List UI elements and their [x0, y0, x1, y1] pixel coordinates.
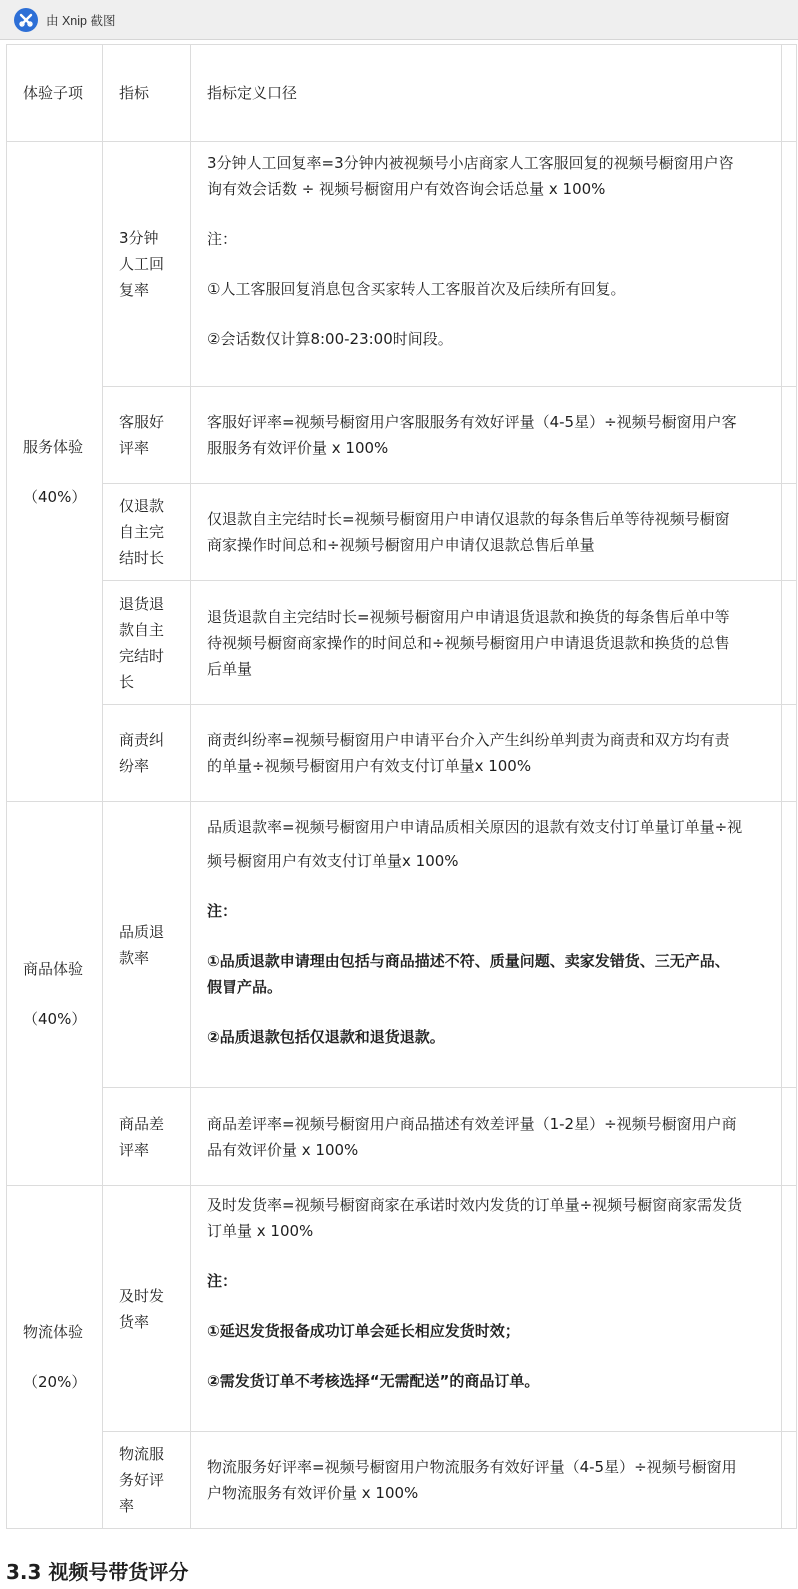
definition-text: ①人工客服回复消息包含买家转人工客服首次及后续所有回复。: [207, 280, 626, 298]
definition-text: 订单量 x 100%: [207, 1222, 314, 1240]
definition-text: 的单量÷视频号橱窗用户有效支付订单量x 100%: [207, 757, 532, 775]
indicator-text: 3分钟: [119, 229, 159, 247]
table-extra-column: [782, 705, 797, 802]
indicator-cell: [103, 802, 191, 1088]
definition-cell: [191, 802, 782, 1088]
indicator-text: 自主完: [119, 523, 165, 541]
indicator-text: 务好评: [119, 1471, 165, 1489]
title-bar-text: 由 Xnip 截图: [46, 13, 116, 28]
indicator-text: 货率: [119, 1312, 150, 1331]
table-row: [7, 1088, 797, 1186]
indicator-cell: [103, 581, 191, 705]
metrics-table: [6, 44, 797, 1529]
table-extra-column: [782, 484, 797, 581]
table-row: [7, 142, 797, 387]
group-name: 服务体验: [23, 437, 84, 456]
group-weight: （20%）: [23, 1373, 87, 1391]
section-heading: 3.3 视频号带货评分: [6, 1560, 189, 1584]
group-name: 物流体验: [23, 1323, 84, 1341]
definition-text: 频号橱窗用户有效支付订单量x 100%: [207, 852, 459, 870]
definition-text: ②需发货订单不考核选择“无需配送”的商品订单。: [207, 1372, 540, 1390]
group-cell-service: [7, 142, 103, 802]
indicator-text: 纷率: [119, 757, 150, 775]
header-definition: 指标定义口径: [191, 45, 782, 142]
indicator-text: 仅退款: [119, 497, 165, 515]
title-bar: [0, 0, 798, 40]
definition-text: 品质退款率=视频号橱窗用户申请品质相关原因的退款有效支付订单量订单量÷视: [207, 818, 743, 836]
group-name: 商品体验: [23, 959, 84, 978]
indicator-text: 退货退: [119, 594, 165, 613]
table-extra-column: [782, 802, 797, 1088]
definition-text: 询有效会话数 ÷ 视频号橱窗用户有效咨询会话总量 x 100%: [207, 180, 606, 198]
definition-text: 服服务有效评价量 x 100%: [207, 439, 389, 457]
indicator-text: 率: [119, 1497, 135, 1515]
table-row: [7, 1186, 797, 1432]
table-row: [7, 387, 797, 484]
group-weight: （40%）: [23, 1009, 87, 1028]
definition-text: ②品质退款包括仅退款和退货退款。: [207, 1028, 445, 1046]
indicator-cell: [103, 142, 191, 387]
indicator-text: 长: [119, 672, 135, 691]
indicator-text: 客服好: [119, 413, 165, 431]
definition-text: ②会话数仅计算8:00-23:00时间段。: [207, 330, 453, 348]
indicator-text: 完结时: [119, 646, 165, 665]
indicator-text: 评率: [119, 439, 150, 457]
header-sub-item: 体验子项: [7, 45, 103, 142]
definition-cell: [191, 142, 782, 387]
definition-text: 3分钟人工回复率=3分钟内被视频号小店商家人工客服回复的视频号橱窗用户咨: [207, 154, 734, 172]
indicator-cell: [103, 1088, 191, 1186]
xnip-logo-icon: [14, 8, 38, 32]
definition-text: ①品质退款申请理由包括与商品描述不符、质量问题、卖家发错货、三无产品、: [207, 952, 730, 970]
table-row: [7, 1432, 797, 1529]
definition-text: 假冒产品。: [207, 978, 283, 996]
indicator-text: 结时长: [119, 549, 165, 567]
definition-text: 商家操作时间总和÷视频号橱窗用户申请仅退款总售后单量: [207, 536, 595, 554]
definition-note-label: 注：: [207, 902, 238, 920]
table-row: [7, 705, 797, 802]
table-extra-column: [782, 581, 797, 705]
metrics-table-container: [6, 44, 798, 1529]
definition-cell: [191, 705, 782, 802]
definition-text: ①延迟发货报备成功订单会延长相应发货时效；: [207, 1322, 520, 1340]
indicator-cell: [103, 1432, 191, 1529]
table-header-row: [7, 45, 797, 142]
table-extra-column: [782, 1186, 797, 1432]
table-row: [7, 484, 797, 581]
definition-cell: [191, 581, 782, 705]
indicator-text: 复率: [119, 281, 150, 299]
indicator-text: 商品差: [119, 1114, 165, 1133]
group-cell-logistics: [7, 1186, 103, 1529]
definition-text: 及时发货率=视频号橱窗商家在承诺时效内发货的订单量÷视频号橱窗商家需发货: [207, 1196, 743, 1214]
table-extra-column: [782, 1432, 797, 1529]
indicator-text: 款自主: [119, 620, 165, 639]
indicator-text: 评率: [119, 1140, 150, 1159]
table-extra-column: [782, 45, 797, 142]
definition-text: 户物流服务有效评价量 x 100%: [207, 1484, 419, 1502]
indicator-text: 人工回: [119, 255, 165, 273]
indicator-text: 物流服: [119, 1445, 165, 1463]
table-row: [7, 581, 797, 705]
definition-text: 待视频号橱窗商家操作的时间总和÷视频号橱窗用户申请退货退款和换货的总售: [207, 633, 730, 652]
definition-text: 注：: [207, 230, 238, 248]
indicator-text: 商责纠: [119, 731, 165, 749]
definition-cell: [191, 484, 782, 581]
indicator-cell: [103, 1186, 191, 1432]
group-weight: （40%）: [23, 487, 87, 506]
indicator-text: 款率: [119, 948, 150, 967]
definition-text: 客服好评率=视频号橱窗用户客服服务有效好评量（4-5星）÷视频号橱窗用户客: [207, 413, 737, 431]
group-cell-product: [7, 802, 103, 1186]
indicator-cell: [103, 705, 191, 802]
definition-note-label: 注：: [207, 1272, 238, 1290]
header-indicator: 指标: [103, 45, 191, 142]
indicator-cell: [103, 387, 191, 484]
definition-text: 商品差评率=视频号橱窗用户商品描述有效差评量（1-2星）÷视频号橱窗用户商: [207, 1114, 737, 1133]
table-extra-column: [782, 1088, 797, 1186]
table-row: [7, 802, 797, 1088]
indicator-text: 及时发: [119, 1286, 165, 1305]
definition-text: 后单量: [207, 659, 253, 678]
definition-text: 仅退款自主完结时长=视频号橱窗用户申请仅退款的每条售后单等待视频号橱窗: [207, 510, 730, 528]
indicator-text: 品质退: [119, 922, 165, 941]
definition-text: 物流服务好评率=视频号橱窗用户物流服务有效好评量（4-5星）÷视频号橱窗用: [207, 1458, 737, 1476]
definition-text: 商责纠纷率=视频号橱窗用户申请平台介入产生纠纷单判责为商责和双方均有责: [207, 731, 730, 749]
definition-text: 退货退款自主完结时长=视频号橱窗用户申请退货退款和换货的每条售后单中等: [207, 607, 730, 626]
table-extra-column: [782, 387, 797, 484]
indicator-cell: [103, 484, 191, 581]
definition-cell: [191, 1186, 782, 1432]
definition-cell: [191, 1432, 782, 1529]
definition-cell: [191, 1088, 782, 1186]
definition-cell: [191, 387, 782, 484]
table-extra-column: [782, 142, 797, 387]
definition-text: 品有效评价量 x 100%: [207, 1140, 359, 1159]
